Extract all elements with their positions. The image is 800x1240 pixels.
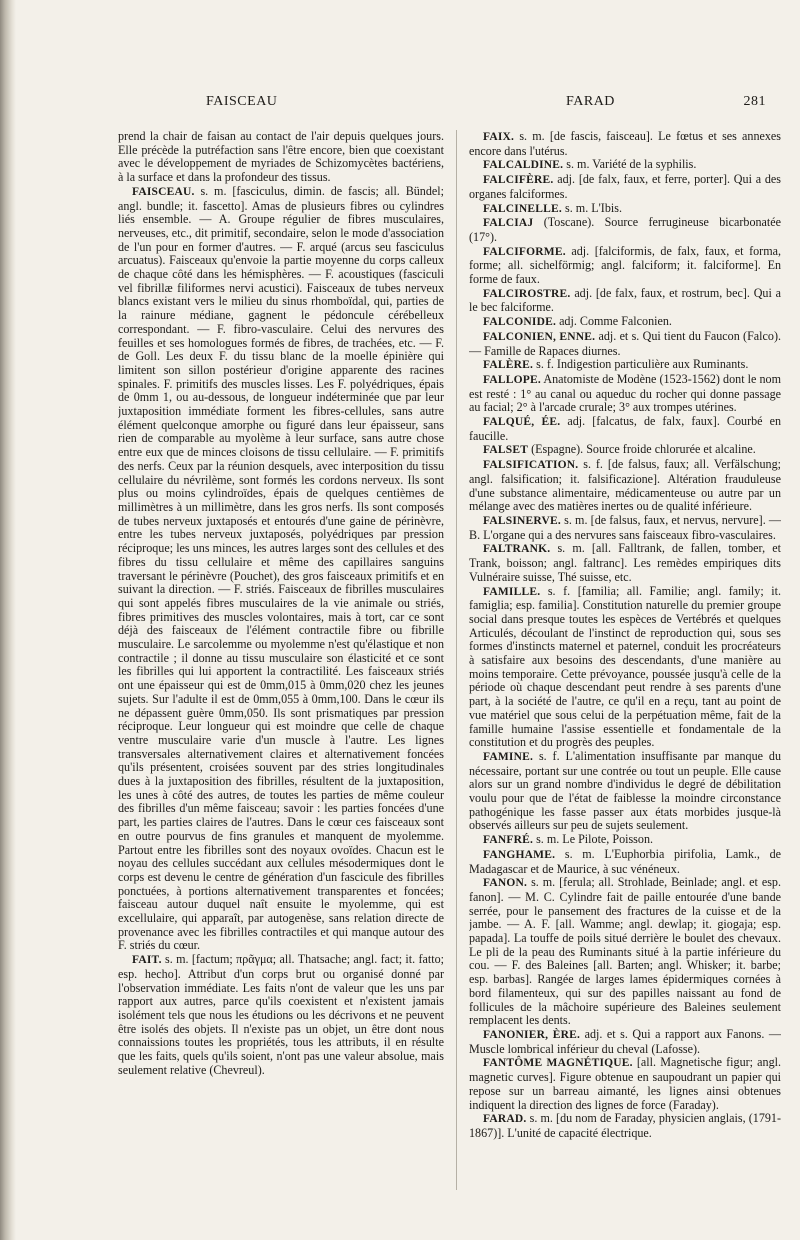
entry-headword: FALLOPE. — [483, 373, 541, 386]
entry-text: s. m. [factum; πρᾶγμα; all. Thatsache; angl. fact; it. fatto; esp. hecho]. Attribut d'un corps brut ou organisé donné par l'observation immédiate. Les faits n'ont de valeur que les uns par rapport aux autres, parce qu'ils coexistent et n'existent jamais isolément tels que nous les étudions ou les décrivons et ne peuvent être isolés des objets. Il n'existe pas un objet, un être dont nous connaissions toutes les propriétés, tous les attributs, il en résulte que les faits, quels qu'ils soient, n'ont pas une valeur absolue, mais seulement relative (Chevreul). — [118, 952, 444, 1077]
entry-text: s. f. Indigestion particulière aux Ruminants. — [536, 357, 749, 372]
dictionary-entry — [469, 130, 781, 158]
entry-headword: FALSINERVE. — [483, 514, 561, 527]
entry-headword: FALÈRE. — [483, 359, 534, 372]
dictionary-entry — [118, 953, 444, 1077]
entry-headword: FANFRÉ. — [483, 834, 534, 847]
column-divider — [456, 130, 457, 1190]
left-column — [118, 130, 444, 1190]
entry-text: s. m. Le Pilote, Poisson. — [536, 832, 654, 847]
entry-headword: FALCONIEN, ENNE. — [483, 330, 596, 343]
entry-headword: FALSET — [483, 444, 529, 457]
entry-text: s. m. [all. Falltrank, de fallen, tomber, et Trank, boisson; angl. faltranc]. Les remèdes empiriques dits Vulnéraire suisse, Thé suisse, etc. — [469, 541, 781, 584]
entry-headword: FANONIER, ÈRE. — [483, 1029, 581, 1041]
entry-text: (Espagne). Source froide chlorurée et alcaline. — [531, 442, 756, 457]
entry-headword: FALCINELLE. — [483, 202, 562, 215]
header-left-guideword: FAISCEAU — [206, 94, 278, 109]
dictionary-entry — [469, 876, 781, 1028]
dictionary-entry — [469, 514, 781, 542]
entry-text: prend la chair de faisan au contact de l'air depuis quelques jours. Elle précède la putréfaction sans l'être encore, bien que coexistant avec le développement de myriades de Schizomycètes bactériens, à la surface et dans la profondeur des tissus. — [118, 130, 444, 185]
entry-text: s. f. [de falsus, faux; all. Verfälschung; angl. falsification; it. falsificazione]. Altération frauduleuse d'une substance alimentaire, médicamenteuse ou autre par un mélange avec des matières inertes ou de qualité inférieure. — [469, 457, 781, 514]
entry-text: adj. et s. Qui tient du Faucon (Falco). — Famille de Rapaces diurnes. — [469, 328, 781, 358]
entry-text: Anatomiste de Modène (1523-1562) dont le nom est resté : 1° au canal ou aqueduc du rocher qui donne passage au facial; 2° à l'arcade crurale; 3° aux trompes utérines. — [469, 371, 781, 415]
entry-headword: FALTRANK. — [483, 543, 551, 556]
dictionary-entry — [469, 315, 781, 330]
dictionary-entry — [469, 1112, 781, 1140]
entry-text: s. m. Variété de la syphilis. — [566, 157, 697, 172]
dictionary-entry — [469, 585, 781, 750]
dictionary-entry — [469, 373, 781, 415]
entry-headword: FAISCEAU. — [132, 185, 195, 198]
dictionary-entry — [469, 287, 781, 315]
dictionary-entry — [469, 245, 781, 287]
entry-text: s. m. [fasciculus, dimin. de fascis; all. Bündel; angl. bundle; it. fascetto]. Amas de plusieurs fibres ou cylindres liés ensemble. — A. Groupe régulier de fibres musculaires, nerveuses, etc., dit primitif, secondaire, selon le mode d'association de l'un pour en former d'autres. — F. arqué (arcus seu fasciculus arcuatus). Faisceaux qu'envoie la partie moyenne du corps calleux de chaque côté dans les hémisphères. — F. acoustiques (fasciculi vel fibrillæ filiformes nervi acustici). Faisceaux de tubes nerveux blancs existant vers le milieu du sinus rhomboïdal, qui, parties de la rainure médiane, gagnent le pédoncule cérébelleux correspondant. — F. fibro-vasculaire. Celui des nervures des feuilles et ses homologues formés de fibres, de trachées, etc. — F. de Goll. Les deux F. du tissu blanc de la moelle épinière qui limitent son sillon postérieur d'origine apparente des racines spinales. F. primitifs des muscles lisses. Les F. polyédriques, épais de 0mm 1, ou au-dessous, de longueur indéterminée que par leur juxtaposition immédiate forment les fibres-cellules, sans autre élément quelconque amorphe ou figuré dans leur épaisseur, sans rien de comparable au myolème à leur surface, sans autre chose entre eux que de minces cloisons de tissu cellulaire. — F. primitifs des nerfs. Ceux par la réunion desquels, avec interposition du tissu cellulaire du névrilème, sont formés les cordons nerveux. Ils sont plus ou moins cylindroïdes, épais de quelques centièmes de millimètres à un millimètre, dans les gros nerfs. Ils sont composés de tubes nerveux juxtaposés et entourés d'une gaine de périnèvre, entre les tubes nerveux juxtaposés, polyédriques par pression réciproque; les uns minces, les autres larges sont des cellules et des fibres du tissu cellulaire et même des capillaires sanguins traversant le périnèvre (Pouchet), des gros faisceaux primitifs et en suivant la direction. — F. striés. Faisceaux de fibrilles musculaires qui sont appelés fibres musculaires de la vie animale ou striés, fibres primitives des muscles volontaires, mais à tort, car ce sont déjà des faisceaux de l'élément contractile fibre ou fibrille musculaire. Le sarcolemme ou myolemme n'est qu'élastique et non contractile ; il donne au tissu musculaire son élasticité et ce sont les fibrilles qui lui apportent la contractilité. Les faisceaux striés ont une épaisseur qui est de 0mm,015 à 0mm,020 chez les jeunes sujets. Sur l'adulte il est de 0mm,055 à 0mm,100. Dans le cœur ils ne dépassent guère 0mm,050. Ils sont prismatiques par pression réciproque. Leur longueur qui est moindre que celle de chaque ventre musculaire varie d'un muscle à l'autre. Les lignes transversales alternativement claires et alternativement foncées qu'ils présentent, croisées souvent par des stries longitudinales dues à la juxtaposition des fibrilles, résultent de la juxtaposition, les unes à côté des autres, de toutes les parties de même couleur des fibrilles d'un même faisceau; savoir : les parties foncées d'une part, les parties claires de l'autres. Dans le cœur ces faisceaux sont en outre pourvus de fins granules et manquent de myolemme. Partout entre les fibrilles sont des noyaux ovoïdes. Chacun est le noyau des cellules succédant aux cellules mésodermiques dont le corps est devenu le centre de génération d'un fascicule des fibrilles ponctuées, à portions alternativement transparentes et foncées; faisceau autour duquel naît ensuite le myolemme, qui est excellulaire, qui apparaît, par autogenèse, sans relation directe de provenance avec les fibrilles contractiles et qui manque autour des F. striés du cœur. — [118, 183, 444, 953]
entry-text: s. m. L'Euphorbia pirifolia, Lamk., de Madagascar et de Maurice, à suc vénéneux. — [469, 846, 781, 876]
dictionary-entry — [469, 1056, 781, 1112]
right-column — [469, 130, 781, 1190]
dictionary-entry — [469, 216, 781, 244]
entry-headword: FAMILLE. — [483, 585, 541, 598]
entry-headword: FALCIFÈRE. — [483, 174, 554, 187]
dictionary-entry — [469, 1028, 781, 1056]
entry-headword: FAIT. — [132, 954, 162, 967]
entry-headword: FALCIROSTRE. — [483, 287, 571, 300]
entry-text: [all. Magnetische figur; angl. magnetic curves]. Figure obtenue en saupoudrant un papier qui repose sur un barreau aimanté, les lignes ainsi obtenues indiquent la direction des lignes de force (Faraday). — [469, 1055, 781, 1112]
header-right-guideword: FARAD — [566, 94, 615, 109]
entry-text: adj. [de falx, faux, et rostrum, bec]. Qui a le bec falciforme. — [469, 285, 781, 315]
dictionary-entry — [118, 185, 444, 953]
entry-text: s. m. L'Ibis. — [565, 200, 622, 215]
entry-headword: FARAD. — [483, 1113, 527, 1126]
entry-text: s. f. [familia; all. Familie; angl. family; it. famiglia; esp. familia]. Constitution naturelle du premier groupe social dans presque toutes les espèces de Vertébrés et quelques Articulés, découlant de l'instinct de reproduction qui, sous ses formes d'instincts maternel et paternel, conduit les procréateurs à satisfaire aux besoins des descendants, d'une manière au moins temporaire. Cette prévoyance, poussée jusqu'à celle de la période où chaque descendant peut rendre à ses parents d'une part, à la société de l'autre, ce qu'il en a reçu, tant au point de vue matériel que sous celui de la perpétuation même, fait de la famille humaine l'assise essentielle et fondamentale de la constitution et du progrès des peuples. — [469, 583, 781, 750]
page-number: 281 — [743, 94, 766, 109]
entry-text: s. m. [ferula; all. Strohlade, Beinlade; angl. et esp. fanon]. — M. C. Cylindre fait de paille entourée d'une bande serrée, pour le pansement des fractures de la cuisse et de la jambe. — A. F. [all. Wamme; angl. dewlap; it. giogaja; esp. papada]. La touffe de poils situé derrière le boulet des chevaux. Le pli de la peau des Ruminants situé à la partie inférieure du cou. — F. des Baleines [all. Barten; angl. Whisker; it. barbe; esp. barbas]. Rangée de larges lames épidermiques cornées à bord filamenteux, qui sur des papilles naissant au fond de follicules de la mâchoire supérieure des Baleines seulement remplacent les dents. — [469, 875, 781, 1028]
entry-headword: FAMINE. — [483, 750, 534, 763]
running-header — [120, 94, 780, 114]
entry-text: adj. [falciformis, de falx, faux, et forma, forme; all. sichelförmig; angl. falciform; it. falciforme]. En forme de faux. — [469, 243, 781, 287]
entry-text: s. f. L'alimentation insuffisante par manque du nécessaire, portant sur une contrée ou tout un peuple. Elle cause alors sur un grand nombre d'individus le degré de débilitation voulu pour que de l'état de faiblesse la moindre circonstance pathogénique les fasse passer aux états morbides jusque-là observés ailleurs sur peu de sujets seulement. — [469, 748, 781, 833]
dictionary-entry — [469, 750, 781, 833]
dictionary-entry — [469, 542, 781, 584]
dictionary-entry — [469, 202, 781, 217]
page-gutter — [0, 0, 16, 1240]
dictionary-entry — [118, 130, 444, 185]
entry-text: s. m. [de falsus, faux, et nervus, nervure]. — B. L'organe qui a des nervures sans faisceaux fibro-vasculaires. — [469, 512, 781, 542]
entry-headword: FALCONIDE. — [483, 316, 557, 329]
entry-headword: FALCALDINE. — [483, 159, 564, 172]
dictionary-entry — [469, 330, 781, 358]
entry-headword: FALCIAJ — [483, 217, 534, 230]
entry-headword: FALCIFORME. — [483, 245, 566, 258]
entry-headword: FAIX. — [483, 131, 515, 143]
dictionary-entry — [469, 458, 781, 514]
dictionary-entry — [469, 415, 781, 443]
entry-headword: FALSIFICATION. — [483, 459, 579, 472]
entry-text: (Toscane). Source ferrugineuse bicarbonatée (17°). — [469, 215, 781, 244]
dictionary-entry — [469, 443, 781, 458]
entry-headword: FALQUÉ, ÉE. — [483, 416, 561, 429]
dictionary-entry — [469, 358, 781, 373]
entry-text: adj. [falcatus, de falx, faux]. Courbé en faucille. — [469, 414, 781, 443]
entry-text: adj. Comme Falconien. — [559, 314, 672, 329]
entry-headword: FANTÔME MAGNÉTIQUE. — [483, 1057, 633, 1070]
entry-text: s. m. [de fascis, faisceau]. Le fœtus et ses annexes encore dans l'utérus. — [469, 130, 781, 158]
dictionary-entry — [469, 833, 781, 848]
entry-text: adj. et s. Qui a rapport aux Fanons. — Muscle lombrical inférieur du cheval (Lafosse). — [469, 1027, 781, 1056]
entry-text: s. m. [du nom de Faraday, physicien anglais, (1791-1867)]. L'unité de capacité électrique. — [469, 1111, 781, 1140]
entry-headword: FANGHAME. — [483, 848, 556, 861]
entry-text: adj. [de falx, faux, et ferre, porter]. Qui a des organes falciformes. — [469, 172, 781, 201]
dictionary-entry — [469, 848, 781, 876]
entry-headword: FANON. — [483, 877, 528, 890]
dictionary-entry — [469, 158, 781, 173]
dictionary-entry — [469, 173, 781, 201]
